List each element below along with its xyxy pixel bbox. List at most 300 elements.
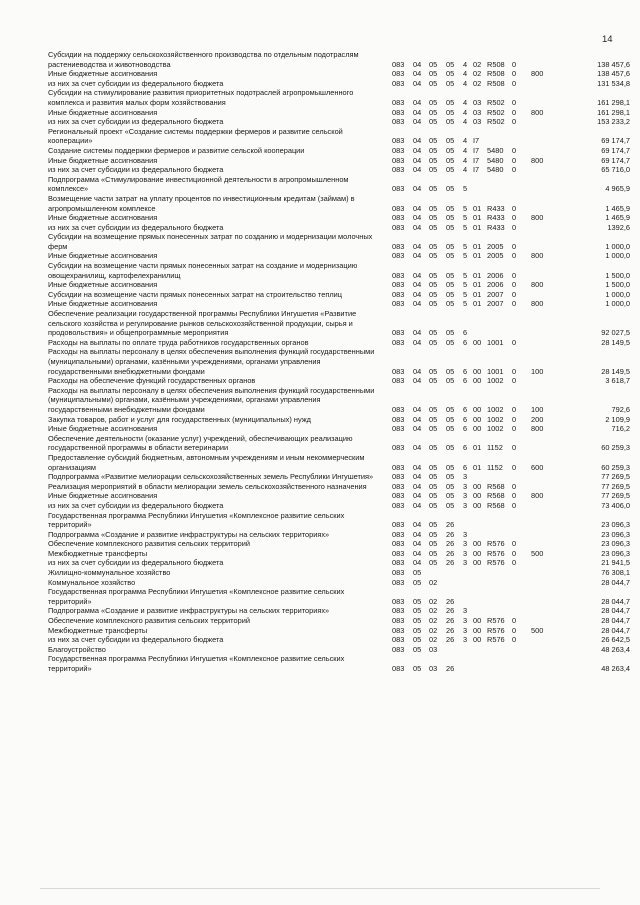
row-direction-code: 1001 bbox=[487, 337, 504, 347]
row-main-code: 083 bbox=[392, 404, 405, 414]
row-expense-type: 100 bbox=[531, 404, 544, 414]
row-subsection-code: 05 bbox=[429, 404, 438, 414]
row-direction-code: R508 bbox=[487, 78, 505, 88]
row-codes bbox=[0, 549, 640, 559]
row-amount: 28 044,7 bbox=[601, 625, 630, 635]
row-event-code: 00 bbox=[473, 337, 482, 347]
row-section-code: 05 bbox=[413, 664, 422, 673]
row-main-code: 083 bbox=[392, 78, 405, 88]
row-direction-code: 1152 bbox=[487, 462, 503, 472]
table-row bbox=[0, 213, 640, 223]
row-subprogram-code: 3 bbox=[463, 491, 468, 501]
row-program-code: 05 bbox=[446, 289, 455, 299]
row-amount: 77 269,5 bbox=[601, 472, 630, 482]
row-section-code: 05 bbox=[413, 568, 422, 578]
row-event-code: 01 bbox=[473, 251, 482, 261]
table-row bbox=[0, 606, 640, 616]
row-codes bbox=[0, 616, 640, 626]
row-codes bbox=[0, 117, 640, 127]
row-main-code: 083 bbox=[392, 635, 405, 645]
table-row bbox=[0, 511, 640, 530]
row-name: Государственная программа Республики Ингушетия «Комплексное развитие сельских территорий» bbox=[48, 510, 345, 530]
row-direction-code: 1001 bbox=[487, 366, 504, 376]
row-direction-suffix: 0 bbox=[512, 107, 517, 117]
row-codes bbox=[0, 223, 640, 233]
row-amount: 21 941,5 bbox=[601, 558, 630, 568]
row-direction-code: R576 bbox=[487, 635, 505, 645]
row-program-code: 05 bbox=[446, 280, 455, 290]
row-main-code: 083 bbox=[392, 568, 405, 578]
row-amount: 28 044,7 bbox=[601, 596, 630, 606]
row-section-code: 04 bbox=[413, 299, 422, 309]
row-direction-suffix: 0 bbox=[512, 69, 517, 79]
row-subsection-code: 05 bbox=[429, 500, 438, 510]
row-direction-code: 2005 bbox=[487, 251, 504, 261]
row-event-code: 02 bbox=[473, 69, 482, 79]
row-section-code: 04 bbox=[413, 462, 422, 472]
row-direction-code: 1002 bbox=[487, 404, 504, 414]
row-program-code: 05 bbox=[446, 299, 455, 309]
row-section-code: 04 bbox=[413, 241, 422, 251]
row-section-code: 05 bbox=[413, 596, 422, 606]
row-direction-code: R508 bbox=[487, 59, 505, 69]
row-amount: 60 259,3 bbox=[601, 462, 630, 472]
table-row bbox=[0, 453, 640, 472]
row-direction-suffix: 0 bbox=[512, 165, 517, 175]
table-row bbox=[0, 482, 640, 492]
row-event-code: 00 bbox=[473, 616, 482, 626]
row-subsection-code: 05 bbox=[429, 97, 438, 107]
row-expense-type: 500 bbox=[531, 625, 544, 635]
row-subsection-code: 02 bbox=[429, 606, 438, 616]
row-codes bbox=[0, 376, 640, 386]
row-amount: 161 298,1 bbox=[597, 97, 630, 107]
row-codes bbox=[0, 213, 640, 223]
row-amount: 1 000,0 bbox=[605, 251, 630, 261]
row-amount: 28 044,7 bbox=[601, 577, 630, 587]
row-name: из них за счет субсидии из федерального бюджета bbox=[48, 78, 224, 88]
row-codes bbox=[0, 261, 640, 280]
row-section-code: 04 bbox=[413, 443, 422, 453]
row-name: Государственная программа Республики Ингушетия «Комплексное развитие сельских территорий» bbox=[48, 587, 345, 606]
table-row bbox=[0, 280, 640, 290]
row-subsection-code: 03 bbox=[429, 644, 438, 654]
row-amount: 1 465,9 bbox=[605, 213, 630, 223]
table-row bbox=[0, 232, 640, 251]
row-subprogram-code: 3 bbox=[463, 529, 468, 539]
row-main-code: 083 bbox=[392, 606, 405, 616]
row-direction-code: R433 bbox=[487, 203, 505, 213]
row-program-code: 05 bbox=[446, 376, 455, 386]
row-subsection-code: 05 bbox=[429, 145, 438, 155]
row-amount: 4 965,9 bbox=[605, 184, 630, 194]
row-direction-code: R576 bbox=[487, 625, 505, 635]
row-main-code: 083 bbox=[392, 289, 405, 299]
table-row bbox=[0, 578, 640, 588]
row-subprogram-code: 5 bbox=[463, 299, 468, 309]
row-direction-suffix: 0 bbox=[512, 462, 517, 472]
row-program-code: 05 bbox=[446, 203, 455, 213]
row-amount: 23 096,3 bbox=[601, 529, 630, 539]
row-subsection-code: 05 bbox=[429, 289, 438, 299]
row-name: Расходы на выплаты персоналу в целях обеспечения выполнения функций государственными (муниципальными) органами, казёнными учреждениями, органами управления государственными внебюджетными фондами bbox=[48, 347, 375, 376]
row-event-code: 01 bbox=[473, 270, 482, 280]
row-program-code: 05 bbox=[446, 472, 455, 482]
row-subsection-code: 03 bbox=[429, 664, 438, 673]
row-subprogram-code: 6 bbox=[463, 366, 468, 376]
row-codes bbox=[0, 501, 640, 511]
row-name: Подпрограмма «Создание и развитие инфраструктуры на сельских территориях» bbox=[48, 529, 330, 539]
row-amount: 2 109,9 bbox=[605, 414, 630, 424]
budget-table bbox=[0, 50, 640, 674]
row-amount: 65 716,0 bbox=[601, 165, 630, 175]
row-amount: 92 027,5 bbox=[601, 328, 630, 338]
row-subsection-code: 05 bbox=[429, 299, 438, 309]
row-section-code: 05 bbox=[413, 635, 422, 645]
row-amount: 1 000,0 bbox=[605, 241, 630, 251]
row-direction-suffix: 0 bbox=[512, 366, 517, 376]
row-main-code: 083 bbox=[392, 366, 405, 376]
row-codes bbox=[0, 434, 640, 453]
row-subsection-code: 05 bbox=[429, 376, 438, 386]
row-event-code: 01 bbox=[473, 241, 482, 251]
table-row bbox=[0, 376, 640, 386]
row-section-code: 04 bbox=[413, 491, 422, 501]
row-program-code: 05 bbox=[446, 165, 455, 175]
row-direction-suffix: 0 bbox=[512, 213, 517, 223]
row-event-code: 00 bbox=[473, 548, 482, 558]
table-row bbox=[0, 568, 640, 578]
row-program-code: 26 bbox=[446, 625, 455, 635]
row-direction-suffix: 0 bbox=[512, 222, 517, 232]
row-subsection-code: 05 bbox=[429, 59, 438, 69]
row-direction-suffix: 0 bbox=[512, 491, 517, 501]
row-amount: 138 457,6 bbox=[597, 69, 630, 79]
row-section-code: 04 bbox=[413, 213, 422, 223]
row-direction-suffix: 0 bbox=[512, 376, 517, 386]
row-codes bbox=[0, 165, 640, 175]
row-direction-suffix: 0 bbox=[512, 500, 517, 510]
row-name: Обеспечение деятельности (оказание услуг) учреждений, обеспечивающих реализацию государственной программы в области ветеринарии bbox=[48, 433, 353, 453]
row-amount: 69 174,7 bbox=[601, 155, 630, 165]
row-main-code: 083 bbox=[392, 203, 405, 213]
row-subprogram-code: 4 bbox=[463, 155, 468, 165]
row-section-code: 04 bbox=[413, 78, 422, 88]
row-name: из них за счет субсидии из федерального бюджета bbox=[48, 635, 224, 645]
row-subsection-code: 05 bbox=[429, 366, 438, 376]
row-codes bbox=[0, 146, 640, 156]
row-section-code: 04 bbox=[413, 414, 422, 424]
row-expense-type: 800 bbox=[531, 107, 544, 117]
row-name: Предоставление субсидий бюджетным, автономным учреждениям и иным некоммерческим организациям bbox=[48, 452, 365, 472]
row-subsection-code: 05 bbox=[429, 414, 438, 424]
table-row bbox=[0, 530, 640, 540]
row-main-code: 083 bbox=[392, 424, 405, 434]
row-event-code: 01 bbox=[473, 222, 482, 232]
row-event-code: I7 bbox=[473, 165, 480, 175]
row-expense-type: 800 bbox=[531, 251, 544, 261]
row-direction-suffix: 0 bbox=[512, 241, 517, 251]
row-codes bbox=[0, 290, 640, 300]
row-direction-code: R576 bbox=[487, 548, 505, 558]
row-codes bbox=[0, 347, 640, 376]
row-codes bbox=[0, 606, 640, 616]
row-direction-suffix: 0 bbox=[512, 270, 517, 280]
row-name: Обеспечение комплексного развития сельских территорий bbox=[48, 616, 250, 626]
row-name: Закупка товаров, работ и услуг для государственных (муниципальных) нужд bbox=[48, 414, 311, 424]
row-name: Расходы на выплаты персоналу в целях обеспечения выполнения функций государственными (муниципальными) органами, казёнными учреждениями, органами управления государственными внебюджетными фондами bbox=[48, 385, 375, 414]
row-subsection-code: 05 bbox=[429, 69, 438, 79]
table-row bbox=[0, 616, 640, 626]
row-program-code: 05 bbox=[446, 491, 455, 501]
row-amount: 131 534,8 bbox=[597, 78, 630, 88]
row-name: из них за счет субсидии из федерального бюджета bbox=[48, 165, 224, 175]
row-direction-code: 1002 bbox=[487, 414, 504, 424]
row-subsection-code: 05 bbox=[429, 165, 438, 175]
row-main-code: 083 bbox=[392, 376, 405, 386]
row-name: Государственная программа Республики Ингушетия «Комплексное развитие сельских территорий» bbox=[48, 654, 345, 673]
row-main-code: 083 bbox=[392, 443, 405, 453]
row-name: из них за счет субсидии из федерального бюджета bbox=[48, 558, 224, 568]
row-main-code: 083 bbox=[392, 107, 405, 117]
row-expense-type: 800 bbox=[531, 299, 544, 309]
row-subprogram-code: 5 bbox=[463, 280, 468, 290]
row-amount: 153 233,2 bbox=[597, 117, 630, 127]
row-amount: 23 096,3 bbox=[601, 539, 630, 549]
row-subsection-code: 02 bbox=[429, 616, 438, 626]
table-row bbox=[0, 415, 640, 425]
row-main-code: 083 bbox=[392, 548, 405, 558]
row-subprogram-code: 5 bbox=[463, 289, 468, 299]
row-codes bbox=[0, 108, 640, 118]
row-section-code: 04 bbox=[413, 155, 422, 165]
row-direction-code: R568 bbox=[487, 481, 505, 491]
row-section-code: 04 bbox=[413, 165, 422, 175]
row-subsection-code: 05 bbox=[429, 136, 438, 146]
row-direction-suffix: 0 bbox=[512, 404, 517, 414]
row-direction-code: 5480 bbox=[487, 145, 504, 155]
row-name: Иные бюджетные ассигнования bbox=[48, 299, 158, 309]
row-subprogram-code: 3 bbox=[463, 625, 468, 635]
row-subprogram-code: 3 bbox=[463, 616, 468, 626]
row-program-code: 05 bbox=[446, 443, 455, 453]
row-main-code: 083 bbox=[392, 337, 405, 347]
row-amount: 23 096,3 bbox=[601, 520, 630, 530]
row-section-code: 04 bbox=[413, 500, 422, 510]
row-program-code: 26 bbox=[446, 548, 455, 558]
row-main-code: 083 bbox=[392, 472, 405, 482]
row-codes bbox=[0, 156, 640, 166]
row-event-code: 00 bbox=[473, 404, 482, 414]
row-subprogram-code: 4 bbox=[463, 117, 468, 127]
row-amount: 1 465,9 bbox=[605, 203, 630, 213]
row-section-code: 04 bbox=[413, 424, 422, 434]
row-section-code: 05 bbox=[413, 606, 422, 616]
row-subprogram-code: 5 bbox=[463, 270, 468, 280]
table-row bbox=[0, 146, 640, 156]
row-codes bbox=[0, 338, 640, 348]
row-amount: 77 269,5 bbox=[601, 491, 630, 501]
row-program-code: 05 bbox=[446, 222, 455, 232]
row-direction-code: R502 bbox=[487, 97, 505, 107]
row-codes bbox=[0, 175, 640, 194]
row-direction-suffix: 0 bbox=[512, 635, 517, 645]
row-codes bbox=[0, 194, 640, 213]
row-amount: 60 259,3 bbox=[601, 443, 630, 453]
row-main-code: 083 bbox=[392, 520, 405, 530]
row-name: Иные бюджетные ассигнования bbox=[48, 491, 158, 501]
table-row bbox=[0, 156, 640, 166]
row-codes bbox=[0, 491, 640, 501]
row-subprogram-code: 5 bbox=[463, 184, 468, 194]
row-section-code: 04 bbox=[413, 289, 422, 299]
row-main-code: 083 bbox=[392, 145, 405, 155]
row-section-code: 04 bbox=[413, 539, 422, 549]
row-section-code: 04 bbox=[413, 548, 422, 558]
row-name: Подпрограмма «Стимулирование инвестиционной деятельности в агропромышленном комплексе» bbox=[48, 174, 349, 194]
row-subprogram-code: 4 bbox=[463, 107, 468, 117]
table-row bbox=[0, 347, 640, 376]
row-section-code: 04 bbox=[413, 520, 422, 530]
table-row bbox=[0, 434, 640, 453]
row-direction-code: 2005 bbox=[487, 241, 504, 251]
row-subsection-code: 05 bbox=[429, 213, 438, 223]
row-direction-code: 1002 bbox=[487, 376, 504, 386]
row-codes bbox=[0, 50, 640, 69]
row-section-code: 04 bbox=[413, 136, 422, 146]
row-codes bbox=[0, 578, 640, 588]
row-direction-suffix: 0 bbox=[512, 481, 517, 491]
row-direction-suffix: 0 bbox=[512, 117, 517, 127]
row-expense-type: 200 bbox=[531, 414, 544, 424]
row-amount: 1392,6 bbox=[607, 222, 630, 232]
row-name: Расходы на выплаты по оплате труда работников государственных органов bbox=[48, 337, 309, 347]
row-main-code: 083 bbox=[392, 414, 405, 424]
row-main-code: 083 bbox=[392, 539, 405, 549]
row-section-code: 04 bbox=[413, 251, 422, 261]
row-amount: 76 308,1 bbox=[601, 568, 630, 578]
row-subsection-code: 05 bbox=[429, 443, 438, 453]
row-direction-suffix: 0 bbox=[512, 251, 517, 261]
row-event-code: 01 bbox=[473, 299, 482, 309]
row-subprogram-code: 6 bbox=[463, 424, 468, 434]
row-subsection-code: 05 bbox=[429, 337, 438, 347]
row-program-code: 05 bbox=[446, 241, 455, 251]
row-event-code: 00 bbox=[473, 625, 482, 635]
row-program-code: 05 bbox=[446, 117, 455, 127]
table-row bbox=[0, 654, 640, 673]
row-name: Иные бюджетные ассигнования bbox=[48, 69, 158, 79]
row-section-code: 04 bbox=[413, 404, 422, 414]
row-amount: 23 096,3 bbox=[601, 548, 630, 558]
row-name: из них за счет субсидии из федерального бюджета bbox=[48, 117, 224, 127]
row-main-code: 083 bbox=[392, 625, 405, 635]
row-event-code: I7 bbox=[473, 145, 480, 155]
table-row bbox=[0, 645, 640, 655]
row-codes bbox=[0, 511, 640, 530]
row-main-code: 083 bbox=[392, 500, 405, 510]
table-row bbox=[0, 194, 640, 213]
row-main-code: 083 bbox=[392, 328, 405, 338]
row-main-code: 083 bbox=[392, 69, 405, 79]
table-row bbox=[0, 69, 640, 79]
row-codes bbox=[0, 568, 640, 578]
row-subsection-code: 02 bbox=[429, 577, 438, 587]
table-row bbox=[0, 491, 640, 501]
row-program-code: 05 bbox=[446, 59, 455, 69]
row-name: Обеспечение комплексного развития сельских территорий bbox=[48, 539, 250, 549]
row-main-code: 083 bbox=[392, 558, 405, 568]
row-subsection-code: 05 bbox=[429, 481, 438, 491]
row-event-code: 00 bbox=[473, 414, 482, 424]
row-event-code: 01 bbox=[473, 462, 482, 472]
row-program-code: 05 bbox=[446, 155, 455, 165]
row-amount: 1 000,0 bbox=[605, 299, 630, 309]
row-section-code: 04 bbox=[413, 59, 422, 69]
row-amount: 3 618,7 bbox=[605, 376, 630, 386]
table-row bbox=[0, 338, 640, 348]
row-subprogram-code: 3 bbox=[463, 635, 468, 645]
row-name: Коммунальное хозяйство bbox=[48, 577, 136, 587]
row-subprogram-code: 3 bbox=[463, 606, 468, 616]
row-codes bbox=[0, 299, 640, 309]
row-program-code: 05 bbox=[446, 107, 455, 117]
table-row bbox=[0, 79, 640, 89]
row-codes bbox=[0, 280, 640, 290]
row-direction-code: R433 bbox=[487, 222, 505, 232]
row-direction-suffix: 0 bbox=[512, 548, 517, 558]
row-direction-suffix: 0 bbox=[512, 280, 517, 290]
row-direction-suffix: 0 bbox=[512, 155, 517, 165]
row-codes bbox=[0, 415, 640, 425]
row-direction-suffix: 0 bbox=[512, 443, 517, 453]
row-event-code: 00 bbox=[473, 366, 482, 376]
table-row bbox=[0, 117, 640, 127]
row-event-code: 02 bbox=[473, 59, 482, 69]
row-name: Подпрограмма «Создание и развитие инфраструктуры на сельских территориях» bbox=[48, 606, 330, 616]
row-name: Субсидии на стимулирование развития приоритетных подотраслей агропромышленного комплекса и развития малых форм хозяйствования bbox=[48, 88, 354, 107]
row-section-code: 05 bbox=[413, 577, 422, 587]
row-direction-suffix: 0 bbox=[512, 616, 517, 626]
row-amount: 28 149,5 bbox=[601, 366, 630, 376]
row-codes bbox=[0, 626, 640, 636]
row-event-code: 01 bbox=[473, 203, 482, 213]
row-direction-code: R576 bbox=[487, 616, 505, 626]
row-name: Обеспечение реализации государственной программы Республики Ингушетия «Развитие сельского хозяйства и регулирование рынков сельскохозяйственной продукции, сырья и продовольствия» и общепрограммные мероприятия bbox=[48, 309, 357, 338]
row-subsection-code: 05 bbox=[429, 539, 438, 549]
row-amount: 69 174,7 bbox=[601, 136, 630, 146]
row-program-code: 05 bbox=[446, 97, 455, 107]
row-amount: 48 263,4 bbox=[601, 644, 630, 654]
row-codes bbox=[0, 587, 640, 606]
row-event-code: 02 bbox=[473, 78, 482, 88]
table-row bbox=[0, 261, 640, 280]
row-main-code: 083 bbox=[392, 596, 405, 606]
row-expense-type: 800 bbox=[531, 69, 544, 79]
row-event-code: 01 bbox=[473, 280, 482, 290]
row-name: из них за счет субсидии из федерального бюджета bbox=[48, 222, 224, 232]
row-direction-code: R568 bbox=[487, 500, 505, 510]
row-subprogram-code: 3 bbox=[463, 500, 468, 510]
row-main-code: 083 bbox=[392, 251, 405, 261]
row-section-code: 04 bbox=[413, 558, 422, 568]
row-codes bbox=[0, 424, 640, 434]
row-direction-suffix: 0 bbox=[512, 539, 517, 549]
row-event-code: I7 bbox=[473, 155, 480, 165]
row-amount: 26 642,5 bbox=[601, 635, 630, 645]
row-amount: 1 000,0 bbox=[605, 289, 630, 299]
row-event-code: 01 bbox=[473, 289, 482, 299]
